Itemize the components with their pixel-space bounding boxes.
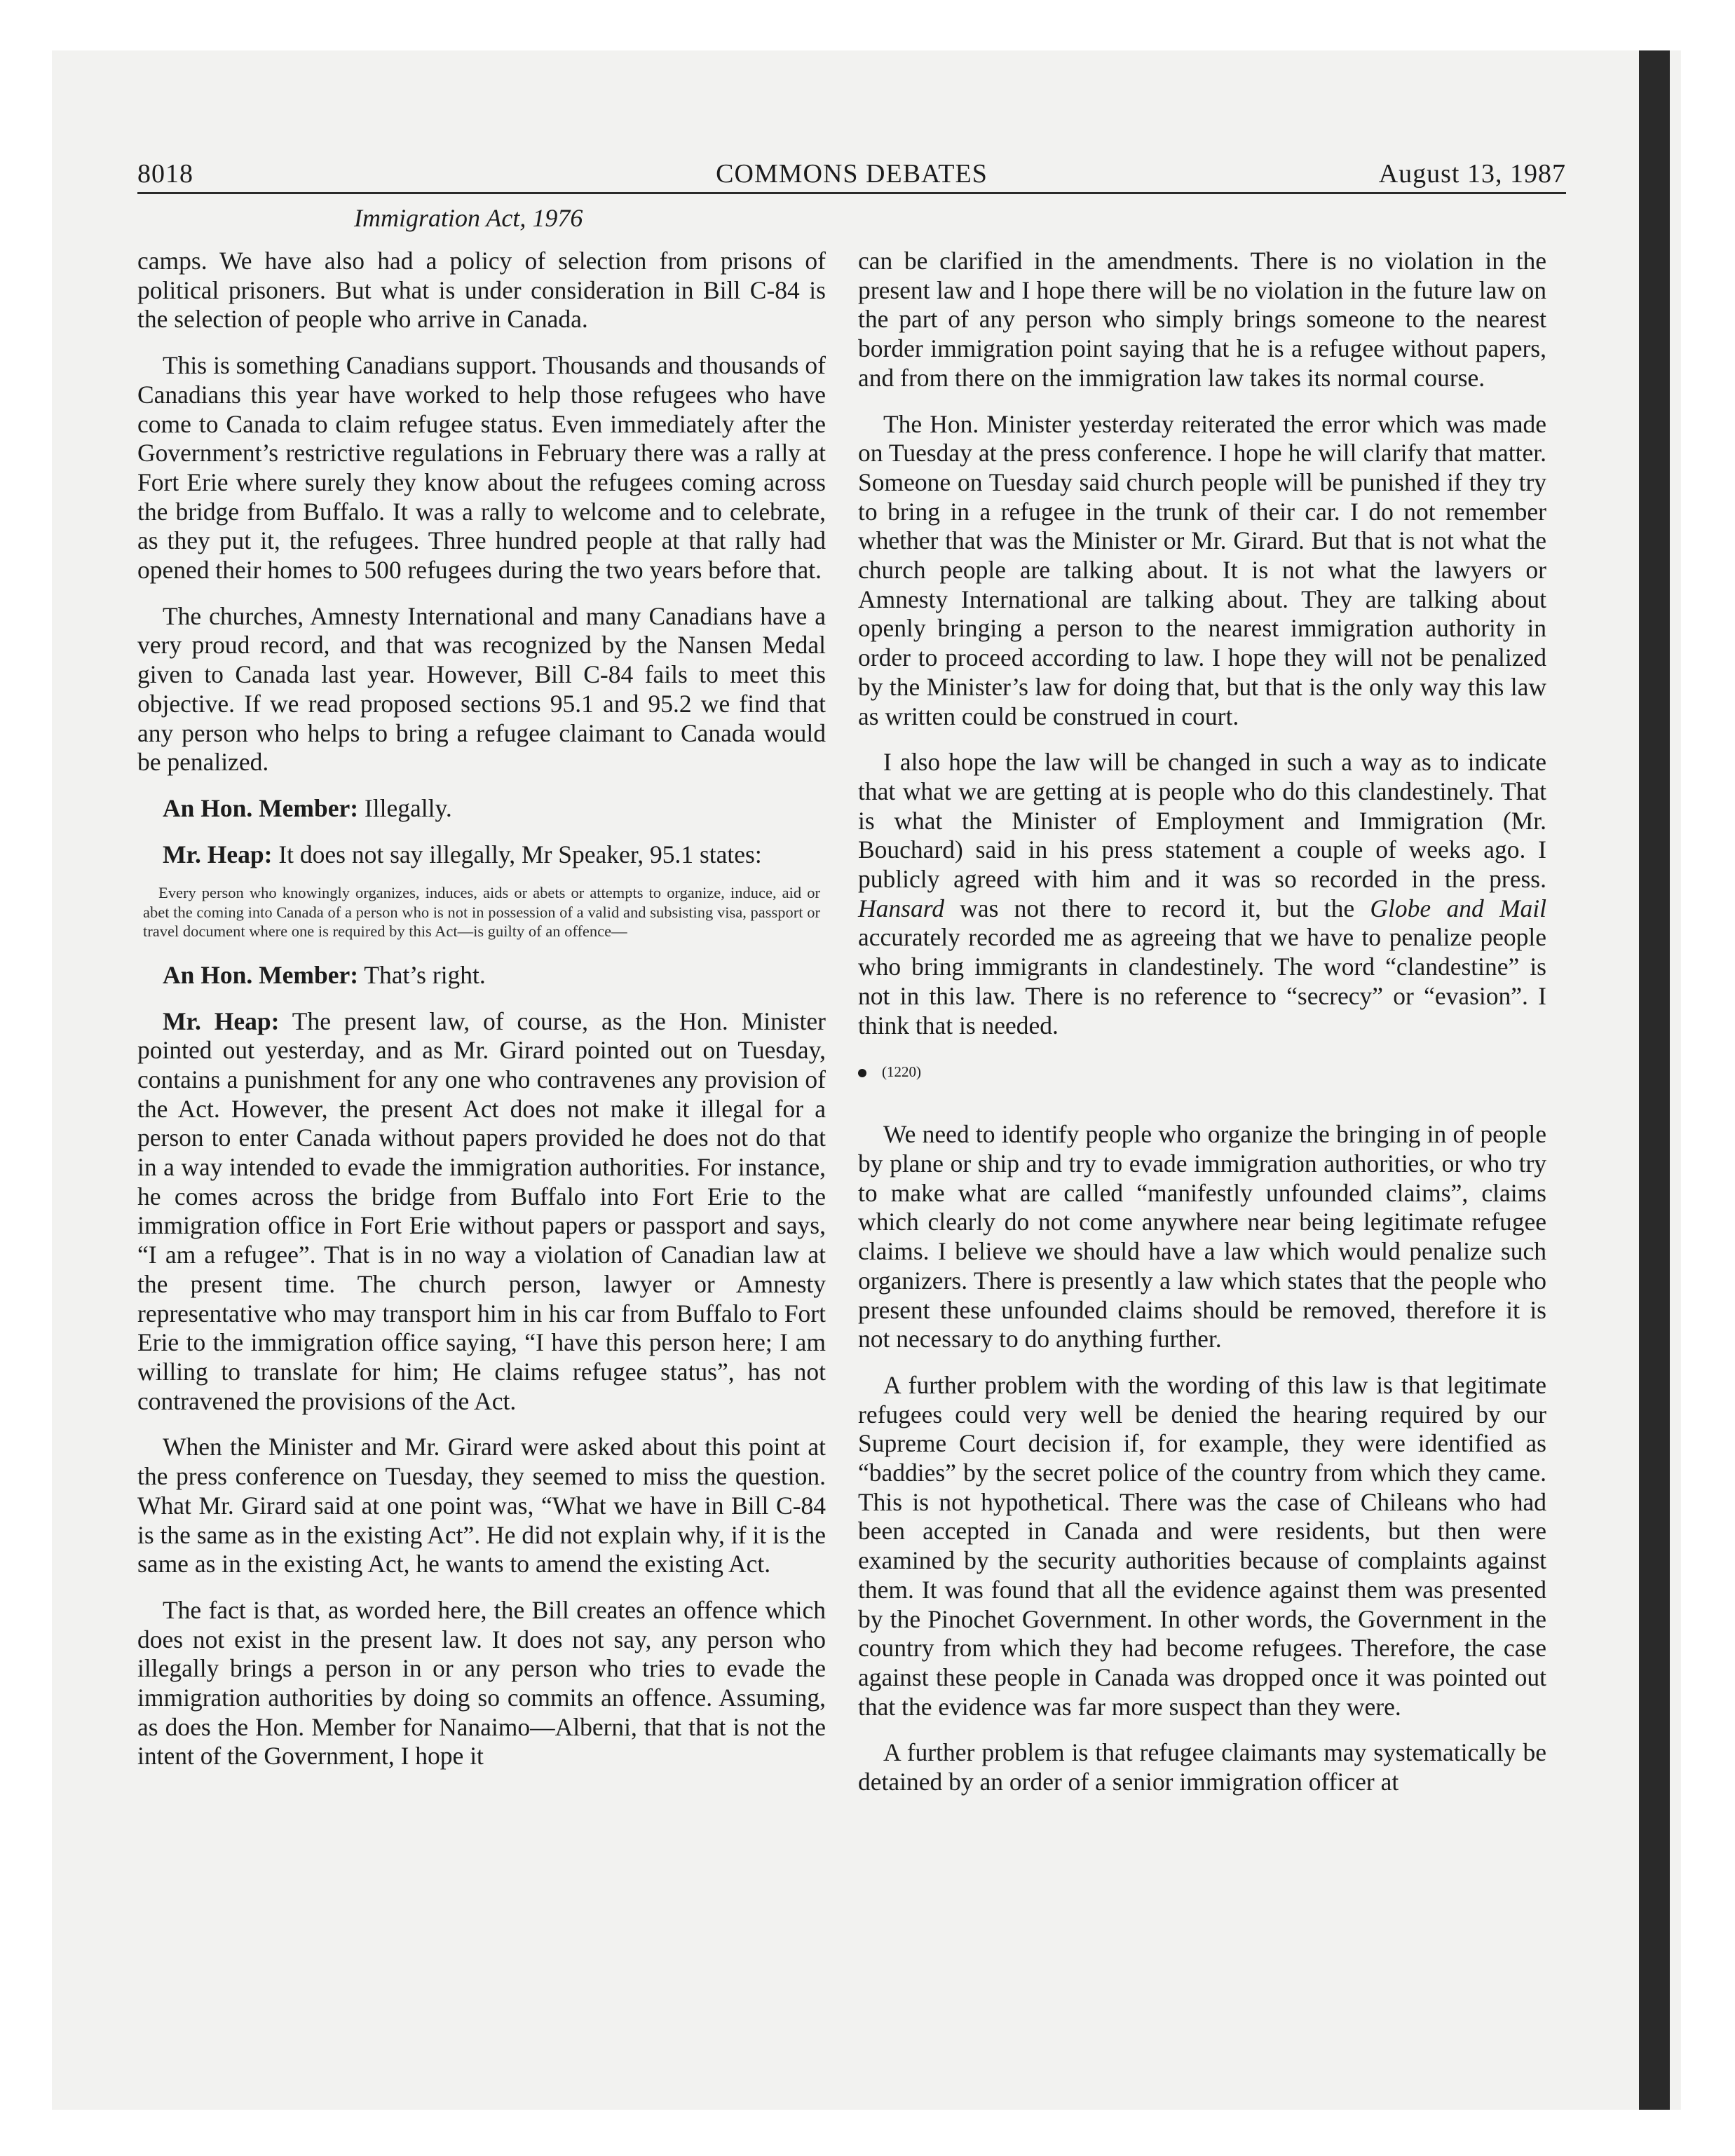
paragraph xyxy=(858,748,1546,1040)
speech-interjection xyxy=(137,794,826,824)
page-header xyxy=(137,153,1566,194)
right-column xyxy=(858,247,1546,1814)
paragraph: This is something Canadians support. Thousands and thousands of Canadians this year have worked to help those refugees who have come to Canada to claim refugee status. Even immediately after the Government’s restrictive regulations in February there was a rally at Fort Erie where surely they know about the refugees coming across the bridge from Buffalo. It was a rally to welcome and to celebrate, as they put it, the refugees. Three hundred people at that rally had opened their homes to 500 refugees during the two years before that. xyxy=(137,351,826,585)
time-marker-text: (1220) xyxy=(882,1063,921,1081)
paragraph: A further problem is that refugee claimants may systematically be detained by an order of a senior immigration officer at xyxy=(858,1738,1546,1796)
page-number: 8018 xyxy=(137,159,193,189)
quoted-statute: Every person who knowingly organizes, induces, aids or abets or attempts to organize, induce, aid or abet the coming into Canada of a person who is not in possession of a valid and subsisting visa, passport or travel document where one is required by this Act—is guilty of an offence— xyxy=(143,884,820,941)
left-column xyxy=(137,247,826,1788)
scan-edge-shadow xyxy=(1639,50,1670,2110)
paragraph: The Hon. Minister yesterday reiterated the error which was made on Tuesday at the press conference. I hope he will clarify that matter. Someone on Tuesday said church people will be punished if they try to bring in a refugee in the trunk of their car. I do not remember whether that was the Minister or Mr. Girard. But that is not what the church people are talking about. It is not what the lawyers or Amnesty International are talking about. They are talking about openly bringing a person to the nearest immigration authority in order to proceed according to law. I hope they will not be penalized by the Minister’s law for doing that, but that is the only way this law as written could be construed in court. xyxy=(858,409,1546,730)
speaker-name: An Hon. Member: xyxy=(163,960,359,989)
paragraph: The churches, Amnesty International and many Canadians have a very proud record, and that was recognized by the Nansen Medal given to Canada last year. However, Bill C-84 fails to meet this objective. If we read proposed sections 95.1 and 95.2 we find that any person who helps to bring a refugee claimant to Canada would be penalized. xyxy=(137,601,826,777)
speech-interjection xyxy=(137,961,826,990)
speech-text: Illegally. xyxy=(358,793,452,822)
speech xyxy=(137,1007,826,1417)
speech-text: It does not say illegally, Mr Speaker, 95.1 states: xyxy=(272,840,762,868)
speaker-name: An Hon. Member: xyxy=(163,793,359,822)
paragraph: A further problem with the wording of this law is that legitimate refugees could very well be denied the hearing required by our Supreme Court decision if, for example, they were identified as “baddies” by the secret police of the country from which they came. This is not hypothetical. There was the case of Chileans who had been accepted in Canada and were residents, but then were examined by the security authorities because of complaints against them. It was found that all the evidence against them was presented by the Pinochet Government. In other words, the Government in the country from which they had become refugees. Therefore, the case against these people in Canada was dropped once it was pointed out that the evidence was far more suspect than they were. xyxy=(858,1370,1546,1721)
paragraph: camps. We have also had a policy of selection from prisons of political prisoners. But what is under consideration in Bill C-84 is the selection of people who arrive in Canada. xyxy=(137,247,826,334)
paragraph: When the Minister and Mr. Girard were asked about this point at the press conference on Tuesday, they seemed to miss the question. What Mr. Girard said at one point was, “What we have in Bill C-84 is the same as in the existing Act”. He did not explain why, if it is the same as in the existing Act, he wants to amend the existing Act. xyxy=(137,1433,826,1578)
publication-title: COMMONS DEBATES xyxy=(716,159,988,189)
speech xyxy=(137,840,826,870)
paragraph: We need to identify people who organize the bringing in of people by plane or ship and try to evade immigration authorities, or who try to make what are called “manifestly unfounded claims”, claims which clearly do not come anywhere near being legitimate refugee claims. I believe we should have a law which would penalize such organizers. There is presently a law which states that the people who present these unfounded claims should be removed, therefore it is not necessary to do anything further. xyxy=(858,1120,1546,1353)
publication-name: Globe and Mail xyxy=(1370,894,1546,922)
speech-text: The present law, of course, as the Hon. Minister pointed out yesterday, and as Mr. Girard pointed out on Tuesday, contains a punishment for any one who contravenes any provision of the Act. However, the present Act does not make it illegal for a person to enter Canada without papers provided he does not do that in a way intended to evade the immigration authorities. For instance, he comes across the bridge from Buffalo into Fort Erie to the immigration office in Fort Erie without papers or passport and says, “I am a refugee”. That is in no way a violation of Canadian law at the present time. The church person, lawyer or Amnesty representative who may transport him in his car from Buffalo to Fort Erie to the immigration office saying, “I have this person here; I am willing to translate for him; He claims refugee status”, has not contravened the provisions of the Act. xyxy=(137,1007,826,1415)
speech-text: That’s right. xyxy=(358,960,486,989)
paragraph: The fact is that, as worded here, the Bill creates an offence which does not exist in the present law. It does not say, any person who illegally brings a person in or any person who tries to evade the immigration authorities by doing so commits an offence. Assuming, as does the Hon. Member for Nanaimo—Alberni, that that is not the intent of the Government, I hope it xyxy=(137,1595,826,1770)
publication-date: August 13, 1987 xyxy=(1378,159,1566,189)
speaker-name: Mr. Heap: xyxy=(163,1007,280,1035)
paragraph-text: was not there to record it, but the xyxy=(944,894,1370,922)
time-marker xyxy=(858,1061,1546,1082)
running-head: Immigration Act, 1976 xyxy=(354,204,583,232)
bullet-icon xyxy=(858,1069,866,1077)
speaker-name: Mr. Heap: xyxy=(163,840,273,868)
paragraph: can be clarified in the amendments. There is no violation in the present law and I hope there will be no violation in the future law on the part of any person who simply brings someone to the nearest border immigration point saying that he is a refugee without papers, and from there on the immigration law takes its normal course. xyxy=(858,247,1546,392)
paragraph-text: accurately recorded me as agreeing that we have to penalize people who bring immigrants in clandestinely. The word “clandestine” is not in this law. There is no reference to “secrecy” or “evasion”. I think that is needed. xyxy=(858,923,1546,1039)
paragraph-text: I also hope the law will be changed in such a way as to indicate that what we are getting at is people who do this clandestinely. That is what the Minister of Employment and Immigration (Mr. Bouchard) said in his press statement a couple of weeks ago. I publicly agreed with him and it was so recorded in the press. xyxy=(858,748,1546,894)
publication-name: Hansard xyxy=(858,894,944,922)
